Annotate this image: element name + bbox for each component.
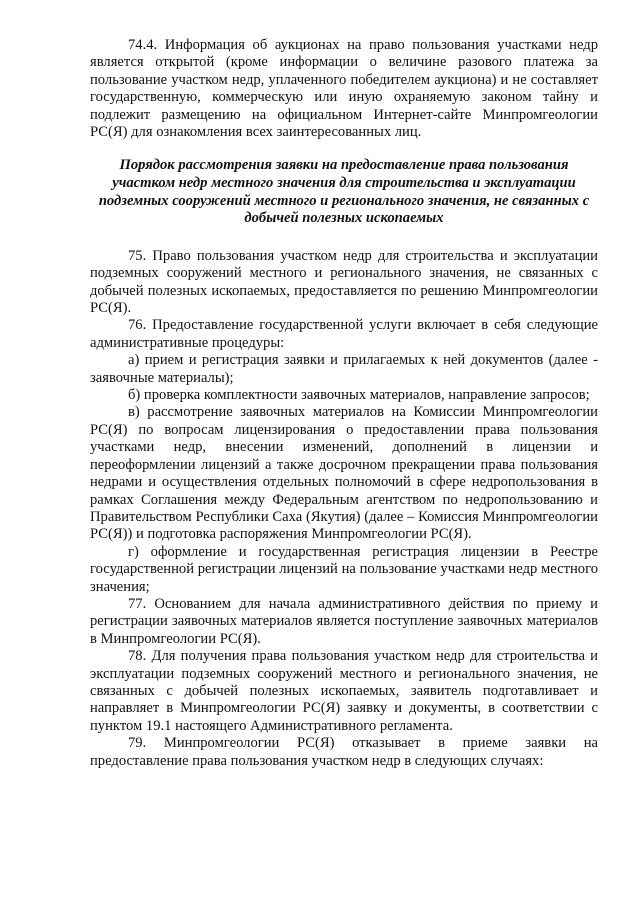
paragraph-77: 77. Основанием для начала административного действия по приему и регистрации заявочных материалов является поступление заявочных материалов в Минпромгеологии РС(Я).: [90, 595, 598, 647]
list-item-g: г) оформление и государственная регистрация лицензии в Реестре государственной регистрации лицензий на пользование участками недр местного значения;: [90, 543, 598, 595]
paragraph-74-4: 74.4. Информация об аукционах на право пользования участками недр является открытой (кроме информации о величине разового платежа за пользование участком недр, уплаченного победителем аукциона) и не составляет государственную, коммерческую или иную охраняемую законом тайну и подлежит размещению на официальном Интернет-сайте Минпромгеологии РС(Я) для ознакомления всех заинтересованных лиц.: [90, 37, 598, 141]
list-item-b: б) проверка комплектности заявочных материалов, направление запросов;: [128, 387, 590, 404]
paragraph-75: 75. Право пользования участком недр для строительства и эксплуатации подземных сооружений местного и регионального значения, не связанных с добычей полезных ископаемых, предоставляется по решению Минпромгеологии РС(Я).: [90, 247, 598, 317]
section-heading: Порядок рассмотрения заявки на предоставление права пользования участком недр местного значения для строительства и эксплуатации подземных сооружений местного и регионального значения, не связанных с добычей полезных ископаемых: [98, 157, 590, 227]
paragraph-76: 76. Предоставление государственной услуги включает в себя следующие административные процедуры:: [90, 317, 598, 351]
paragraph-79: 79. Минпромгеологии РС(Я) отказывает в приеме заявки на предоставление права пользования участком недр в следующих случаях:: [90, 735, 598, 769]
list-item-a: а) прием и регистрация заявки и прилагаемых к ней документов (далее - заявочные материалы);: [90, 352, 598, 386]
list-item-v: в) рассмотрение заявочных материалов на Комиссии Минпромгеологии РС(Я) по вопросам лицензирования о предоставлении права пользования участками недр, внесении изменений, дополнений в лицензии и переоформлении лицензий а также досрочном прекращении права пользования недрами и осуществления отдельных полномочий в сфере недропользования в рамках Соглашения между Федеральным агентством по недропользованию и Правительством Республики Саха (Якутия) (далее – Комиссия Минпромгеологии РС(Я)) и подготовка распоряжения Минпромгеологии РС(Я).: [90, 404, 598, 543]
paragraph-78: 78. Для получения права пользования участком недр для строительства и эксплуатации подземных сооружений местного и регионального значения, не связанных с добычей полезных ископаемых, заявитель подготавливает и направляет в Минпромгеологии РС(Я) заявку и документы, в соответствии с пунктом 19.1 настоящего Административного регламента.: [90, 648, 598, 734]
document-page: [90, 37, 598, 770]
